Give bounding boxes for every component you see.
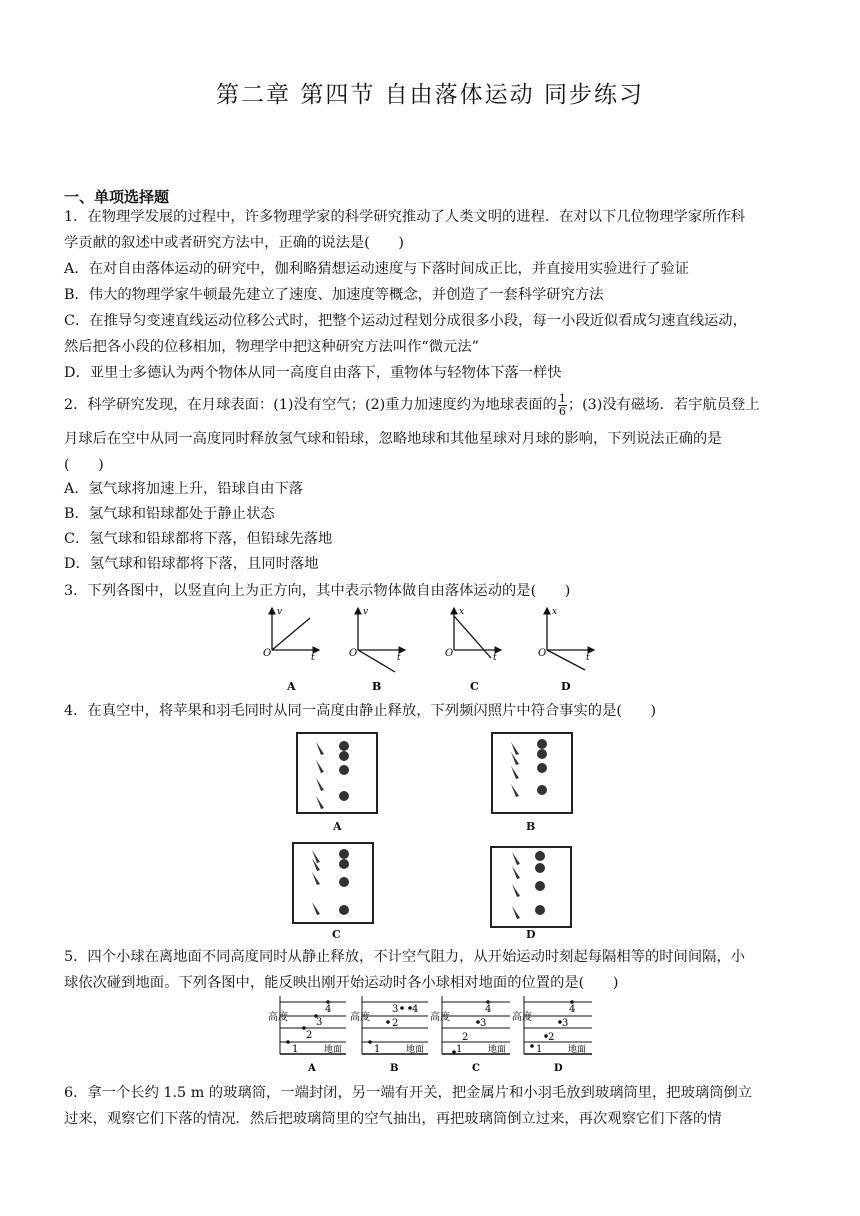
photo-b-image: [493, 734, 571, 812]
q5-d-caption: D: [554, 1063, 563, 1074]
graph-a-caption: A: [287, 680, 296, 693]
graph-b-caption: B: [372, 680, 382, 693]
q5-d-ball-3: 3: [562, 1018, 569, 1029]
q5-c-ground-label: 地面: [488, 1045, 507, 1055]
q1-stem-line2: 学贡献的叙述中或者研究方法中，正确的说法是( ): [64, 235, 404, 251]
q5-b-ball-4: 4: [412, 1004, 419, 1015]
q3-graphs: [255, 604, 605, 696]
q2-stem-part1: 2．科学研究发现，在月球表面：(1)没有空气；(2)重力加速度约为地球表面的: [64, 397, 557, 413]
photo-c-image: [294, 844, 372, 922]
photo-d-caption: D: [526, 928, 536, 941]
graph-a: [263, 607, 319, 693]
photo-a-caption: A: [333, 820, 342, 833]
q1-option-a: A．在对自由落体运动的研究中，伽利略猜想运动速度与下落时间成正比，并直接用实验进行了验证: [64, 261, 690, 277]
q5-a-ball-2: 2: [306, 1030, 313, 1041]
q5-d-height-label: 高度: [512, 1012, 532, 1023]
page-title: 第二章 第四节 自由落体运动 同步练习: [216, 82, 644, 108]
graph-a-axis-label: v: [277, 607, 283, 617]
q5-stem-line2: 球依次碰到地面。下列各图中，能反映出刚开始运动时各小球相对地面的位置的是( ): [64, 975, 619, 991]
q5-diagrams: [266, 996, 602, 1080]
photo-a-image: [298, 734, 376, 812]
graph-a-origin: O: [263, 648, 272, 659]
q4-stem: 4．在真空中，将苹果和羽毛同时从同一高度由静止释放，下列频闪照片中符合事实的是( ): [64, 703, 657, 719]
q1-stem-line1: 1．在物理学发展的过程中，许多物理学家的科学研究推动了人类文明的进程．在对以下几位物理学家所作科: [64, 209, 746, 225]
q5-d-ball-2: 2: [548, 1032, 555, 1043]
q2-option-b: B．氢气球和铅球都处于静止状态: [64, 506, 275, 522]
q2-option-c: C．氢气球和铅球都将下落，但铅球先落地: [64, 531, 333, 547]
graph-c-caption: C: [470, 680, 479, 693]
q5-b-ball-1: 1: [374, 1044, 381, 1055]
graph-d-line: [547, 650, 585, 670]
q5-a-ball-1: 1: [292, 1044, 299, 1055]
q1-option-c-line1: C．在推导匀变速直线运动位移公式时，把整个运动过程划分成很多小段，每一小段近似看成匀速直线运动，: [64, 313, 747, 329]
graph-d-axis-label: x: [552, 607, 558, 617]
q5-a-caption: A: [308, 1063, 316, 1074]
photo-c-caption: C: [332, 928, 341, 941]
photo-b-caption: B: [526, 820, 536, 833]
q2-stem-line3: ( ): [64, 457, 104, 473]
q5-c-caption: C: [472, 1063, 480, 1074]
graph-b-origin: O: [349, 648, 358, 659]
q2-option-a: A．氢气球将加速上升，铅球自由下落: [64, 481, 304, 497]
q5-c-ball-3: 3: [480, 1018, 487, 1029]
q2-option-d: D．氢气球和铅球都将下落，且同时落地: [64, 556, 319, 572]
photo-a: [296, 732, 378, 814]
q5-stem-line1: 5．四个小球在离地面不同高度同时从静止释放，不计空气阻力，从开始运动时刻起每隔相等的时间间隔，小: [64, 949, 746, 965]
photo-c: [292, 842, 374, 924]
q5-d-ball-4: 4: [569, 1004, 576, 1015]
graph-b: [349, 607, 405, 693]
q5-d-ball-1: 1: [536, 1044, 543, 1055]
photo-d-image: [492, 848, 570, 926]
q5-a-ball-3: 3: [316, 1017, 323, 1028]
q1-option-b: B．伟大的物理学家牛顿最先建立了速度、加速度等概念，并创造了一套科学研究方法: [64, 287, 604, 303]
graph-a-t-label: t: [311, 653, 315, 663]
q5-b-ball-3: 3: [392, 1004, 399, 1015]
q5-b-ball-2: 2: [392, 1018, 399, 1029]
graph-c-origin: O: [445, 648, 454, 659]
photo-b: [491, 732, 573, 814]
photo-d: [490, 846, 572, 928]
q5-d-ground-label: 地面: [568, 1045, 587, 1055]
graph-c-axis-label: x: [459, 607, 465, 617]
q5-c-ball-2: 2: [462, 1032, 469, 1043]
q5-c-ball-4: 4: [485, 1004, 492, 1015]
q5-b-ground-label: 地面: [406, 1045, 425, 1055]
q5-panel-d: [512, 996, 592, 1074]
q3-stem: 3．下列各图中，以竖直向上为正方向，其中表示物体做自由落体运动的是( ): [64, 583, 571, 599]
graph-c-t-label: t: [493, 653, 497, 663]
q5-c-ball-1: 1: [456, 1044, 463, 1055]
q1-option-d: D．亚里士多德认为两个物体从同一高度自由落下，重物体与轻物体下落一样快: [64, 365, 562, 381]
graph-a-line: [272, 618, 310, 650]
section-heading: 一、单项选择题: [64, 188, 170, 206]
graph-c-line: [454, 616, 491, 658]
q5-b-caption: B: [390, 1063, 399, 1074]
q2-stem-part2: ；(3)没有磁场．若宇航员登上: [567, 397, 760, 413]
q2-stem-line1: [64, 390, 760, 420]
graph-c: [445, 607, 501, 693]
q5-c-height-label: 高度: [430, 1012, 450, 1023]
graph-d-caption: D: [561, 680, 571, 693]
graph-d: [538, 607, 594, 693]
graph-b-line: [358, 650, 395, 672]
q6-stem-line2: 过来，观察它们下落的情况．然后把玻璃筒里的空气抽出，再把玻璃筒倒立过来，再次观察它们下落的情: [64, 1111, 722, 1127]
q5-panel-a: [268, 996, 346, 1074]
q5-panel-c: [430, 996, 510, 1074]
graph-d-t-label: t: [586, 653, 590, 663]
q2-stem-line2: 月球后在空中从同一高度同时释放氢气球和铅球，忽略地球和其他星球对月球的影响，下列说法正确的是: [64, 431, 722, 447]
q5-a-height-label: 高度: [268, 1012, 288, 1023]
q5-panel-b: [350, 996, 428, 1074]
q1-option-c-line2: 然后把各小段的位移相加，物理学中把这种研究方法叫作“微元法”: [64, 339, 479, 355]
q6-stem-line1: 6．拿一个长约 1.5 m 的玻璃筒，一端封闭，另一端有开关，把金属片和小羽毛放到玻璃筒里，把玻璃筒倒立: [64, 1085, 753, 1101]
graph-b-t-label: t: [397, 653, 401, 663]
q5-b-height-label: 高度: [350, 1012, 370, 1023]
graph-d-origin: O: [538, 648, 547, 659]
q5-a-ball-4: 4: [325, 1004, 332, 1015]
fraction-one-sixth: $\frac{1}{6}$: [558, 391, 566, 418]
graph-b-axis-label: v: [363, 607, 369, 617]
q5-a-ground-label: 地面: [324, 1045, 343, 1055]
